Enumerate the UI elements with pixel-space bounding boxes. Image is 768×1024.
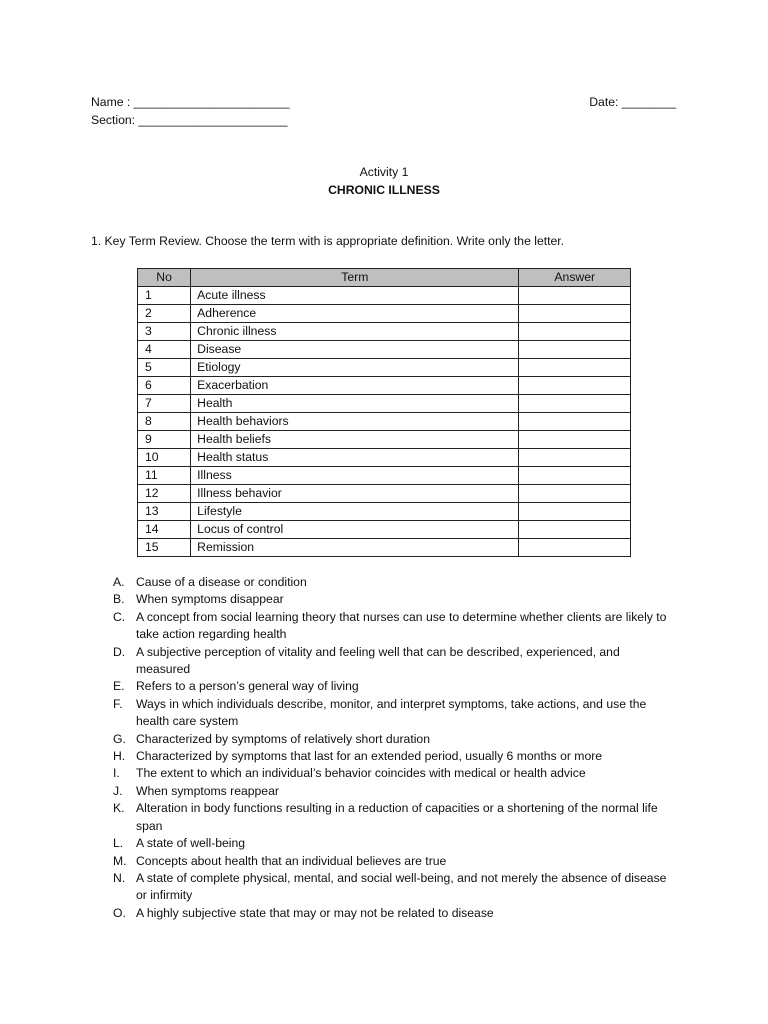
row-number-cell: 10 [138,449,191,467]
definition-text: A concept from social learning theory that nurses can use to determine whether clients are likely to take action regarding health [136,609,667,642]
answer-cell[interactable] [519,323,631,341]
definition-letter: D. [113,644,126,659]
definition-letter: H. [113,749,126,764]
definition-item [113,853,673,870]
definition-letter: G. [113,731,126,746]
definitions-list [113,574,673,922]
table-row [138,395,631,413]
definition-letter: E. [113,679,125,694]
definition-text: Cause of a disease or condition [136,575,307,589]
table-row [138,287,631,305]
term-cell: Exacerbation [191,377,519,395]
definition-text: The extent to which an individual’s behavior coincides with medical or health advice [136,766,586,781]
answer-cell[interactable] [519,467,631,485]
section-field-label[interactable]: Section: ______________________ [91,113,288,127]
term-cell: Acute illness [191,287,519,305]
row-number-cell: 4 [138,341,191,359]
definition-item [113,870,673,905]
definition-letter: J. [113,783,123,798]
header-row-section [91,111,676,129]
definition-item [113,835,673,852]
table-row [138,485,631,503]
row-number-cell: 9 [138,431,191,449]
row-number-cell: 1 [138,287,191,305]
answer-cell[interactable] [519,305,631,323]
term-cell: Etiology [191,359,519,377]
answer-cell[interactable] [519,503,631,521]
answer-cell[interactable] [519,341,631,359]
table-body [138,287,631,557]
definition-text: Alteration in body functions resulting in a reduction of capacities or a shortening of the normal life span [136,801,658,833]
table-row [138,467,631,485]
column-header-term: Term [191,269,519,287]
row-number-cell: 3 [138,323,191,341]
row-number-cell: 5 [138,359,191,377]
row-number-cell: 6 [138,377,191,395]
answer-cell[interactable] [519,539,631,557]
definition-text: A subjective perception of vitality and feeling well that can be described, experienced, and measured [136,644,620,677]
definition-item [113,644,673,679]
row-number-cell: 7 [138,395,191,413]
answer-cell[interactable] [519,413,631,431]
table-row [138,431,631,449]
answer-cell[interactable] [519,431,631,449]
table-row [138,449,631,467]
term-cell: Health status [191,449,519,467]
table-header-row [138,269,631,287]
definition-item [113,678,673,695]
row-number-cell: 15 [138,539,191,557]
table-row [138,377,631,395]
table-row [138,413,631,431]
definition-item [113,574,673,591]
term-cell: Health [191,395,519,413]
term-cell: Chronic illness [191,323,519,341]
answer-cell[interactable] [519,359,631,377]
answer-cell[interactable] [519,449,631,467]
definition-text: Characterized by symptoms that last for an extended period, usually 6 months or more [136,749,603,764]
row-number-cell: 13 [138,503,191,521]
row-number-cell: 2 [138,305,191,323]
row-number-cell: 8 [138,413,191,431]
definition-item [113,748,673,765]
definition-item [113,696,673,731]
row-number-cell: 12 [138,485,191,503]
header-row-name-date [91,93,676,111]
table-row [138,305,631,323]
key-term-table [137,268,631,557]
definition-text: Ways in which individuals describe, monitor, and interpret symptoms, take actions, and use the health care system [136,696,647,729]
definition-letter: N. [113,870,126,885]
definition-text: A highly subjective state that may or may not be related to disease [136,905,494,920]
column-header-no: No [138,269,191,287]
term-cell: Health beliefs [191,431,519,449]
definition-item [113,765,673,782]
table-row [138,359,631,377]
date-field-label[interactable]: Date: ________ [589,95,676,109]
term-cell: Illness [191,467,519,485]
definition-item [113,609,673,644]
definition-text: When symptoms disappear [136,592,284,607]
term-cell: Locus of control [191,521,519,539]
definition-letter: B. [113,592,125,607]
activity-title: CHRONIC ILLNESS [328,183,440,197]
row-number-cell: 11 [138,467,191,485]
table-row [138,503,631,521]
definition-letter: M. [113,853,127,868]
definition-letter: K. [113,801,125,816]
term-cell: Remission [191,539,519,557]
instruction-text: 1. Key Term Review. Choose the term with is appropriate definition. Write only the letter. [91,234,565,248]
row-number-cell: 14 [138,521,191,539]
column-header-answer: Answer [519,269,631,287]
term-cell: Disease [191,341,519,359]
definition-item [113,783,673,800]
definition-letter: O. [113,905,126,920]
definition-text: Concepts about health that an individual believes are true [136,853,447,868]
definition-text: Characterized by symptoms of relatively short duration [136,731,430,746]
definition-item [113,731,673,748]
definition-item [113,800,673,835]
answer-cell[interactable] [519,287,631,305]
definition-letter: L. [113,836,124,851]
definition-text: Refers to a person’s general way of living [136,679,359,694]
definition-letter: F. [113,696,123,711]
term-cell: Health behaviors [191,413,519,431]
table-row [138,521,631,539]
definition-text: A state of well-being [136,836,246,851]
answer-cell[interactable] [519,377,631,395]
definition-item [113,591,673,608]
name-field-label[interactable]: Name : _______________________ [91,95,290,109]
definition-letter: C. [113,609,126,624]
definition-letter: I. [113,766,120,781]
definition-letter: A. [113,575,125,589]
table-row [138,341,631,359]
term-cell: Illness behavior [191,485,519,503]
term-cell: Adherence [191,305,519,323]
term-cell: Lifestyle [191,503,519,521]
answer-cell[interactable] [519,485,631,503]
table-row [138,539,631,557]
activity-number: Activity 1 [359,165,409,179]
answer-cell[interactable] [519,521,631,539]
table-row [138,323,631,341]
definition-text: When symptoms reappear [136,783,279,798]
definition-item [113,905,673,922]
definition-text: A state of complete physical, mental, and social well-being, and not merely the absence of disease or infirmity [136,870,667,903]
answer-cell[interactable] [519,395,631,413]
